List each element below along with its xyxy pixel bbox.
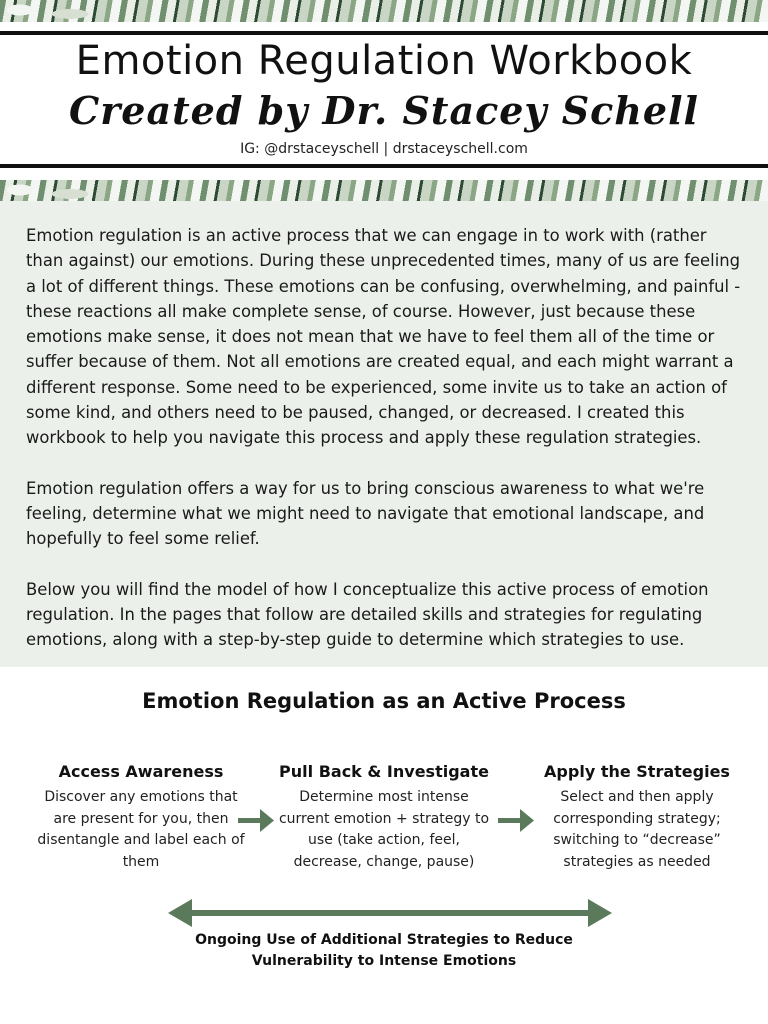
step-description: Discover any emotions that are present for you, then disentangle and label each of them xyxy=(37,789,245,870)
step-apply-strategies xyxy=(527,762,747,873)
process-title: Emotion Regulation as an Active Process xyxy=(142,689,626,713)
workbook-title: Emotion Regulation Workbook xyxy=(75,38,693,84)
step-title: Access Awareness xyxy=(58,762,224,781)
step-pull-back-investigate xyxy=(274,762,494,873)
intro-paragraph-2: Emotion regulation offers a way for us to bring conscious awareness to what we're feeling, determine what we might need to navigate that emotional landscape, and hopefully to feel some relief. xyxy=(26,478,705,549)
caption-line-1: Ongoing Use of Additional Strategies to Reduce xyxy=(195,932,573,948)
step-title: Pull Back & Investigate xyxy=(279,762,489,781)
author-line: Created by Dr. Stacey Schell xyxy=(69,88,699,133)
social-handle: IG: @drstaceyschell | drstaceyschell.com xyxy=(240,141,528,157)
intro-paragraph-1: Emotion regulation is an active process that we can engage in to work with (rather than against) our emotions. During these unprecedented times, many of us are feeling a lot of different things. These emotions can be confusing, overwhelming, and painful - these reactions all make complete sense, of course. However, just because these emotions make sense, it does not mean that we have to feel them all of the time or suffer because of them. Not all emotions are created equal, and each might warrant a different response. Some need to be experienced, some invite us to take an action of some kind, and others need to be paused, changed, or decreased. I created this workbook to help you navigate this process and apply these regulation strategies. xyxy=(26,226,741,448)
header-rule-bottom xyxy=(0,164,768,168)
ongoing-strategies-caption xyxy=(0,930,768,972)
intro-section xyxy=(0,201,768,667)
foliage-banner-top xyxy=(0,0,768,22)
step-description: Select and then apply corresponding strategy; switching to “decrease” strategies as needed xyxy=(553,789,721,870)
step-title: Apply the Strategies xyxy=(544,762,730,781)
header-rule-top xyxy=(0,31,768,35)
step-access-awareness xyxy=(31,762,251,873)
arrow-right-icon xyxy=(238,807,276,835)
foliage-banner-middle xyxy=(0,180,768,201)
double-arrow-icon xyxy=(168,897,612,929)
caption-line-2: Vulnerability to Intense Emotions xyxy=(251,953,517,969)
intro-paragraph-3: Below you will find the model of how I conceptualize this active process of emotion regulation. In the pages that follow are detailed skills and strategies for regulating emotions, along with a step-by-step guide to determine which strategies to use. xyxy=(26,579,709,650)
step-description: Determine most intense current emotion + strategy to use (take action, feel, decrease, change, pause) xyxy=(278,789,490,870)
